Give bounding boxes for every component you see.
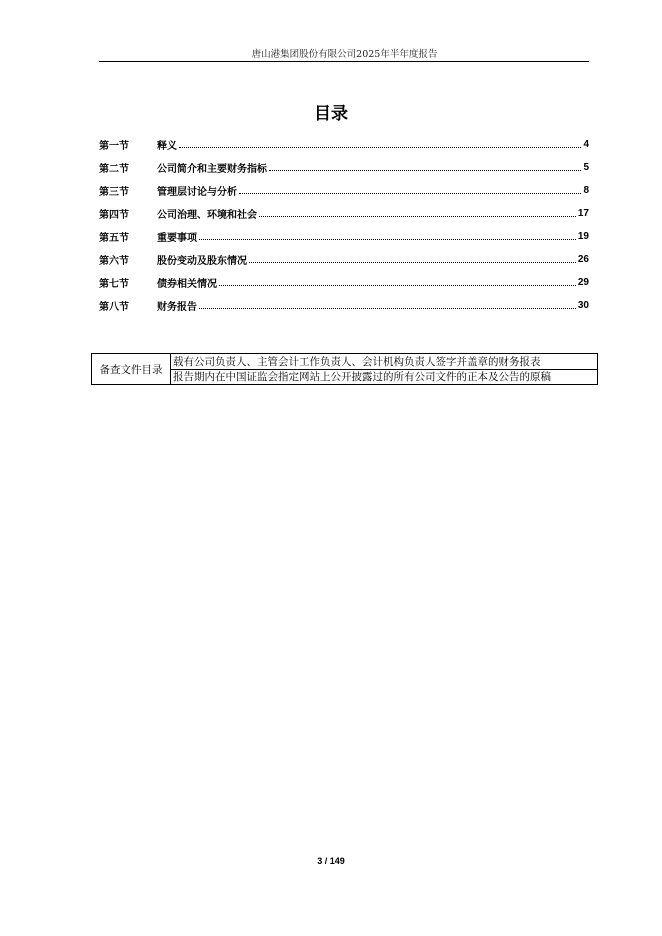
toc-page-number: 8 <box>583 185 589 196</box>
toc-section-title: 重要事项 <box>157 233 197 244</box>
toc-leader-dots <box>199 239 576 240</box>
toc-leader-dots <box>179 147 581 148</box>
toc-leader-dots <box>199 308 576 309</box>
toc-section-number: 第一节 <box>99 141 129 152</box>
toc-entry[interactable] <box>99 133 589 156</box>
toc-title: 目录 <box>314 104 348 124</box>
toc-page-number: 19 <box>577 231 589 242</box>
toc-entry[interactable] <box>99 248 589 271</box>
toc-page-number: 30 <box>577 300 589 311</box>
toc-leader-dots <box>249 262 576 263</box>
toc-page-number: 26 <box>577 254 589 265</box>
toc-entry[interactable] <box>99 271 589 294</box>
reference-documents-table <box>91 353 598 385</box>
toc-page-number: 17 <box>577 208 589 219</box>
toc-section-number: 第五节 <box>99 233 129 244</box>
toc-entry[interactable] <box>99 294 589 317</box>
toc-section-number: 第四节 <box>99 210 129 221</box>
toc-section-number: 第六节 <box>99 256 129 267</box>
toc-leader-dots <box>269 170 581 171</box>
reference-document-item: 报告期内在中国证监会指定网站上公开披露过的所有公司文件的正本及公告的原稿 <box>171 369 597 385</box>
toc-entry[interactable] <box>99 156 589 179</box>
page-number-indicator: 3 / 149 <box>317 856 345 866</box>
reference-documents-label: 备查文件目录 <box>92 354 171 384</box>
toc-section-title: 管理层讨论与分析 <box>157 187 237 198</box>
header-divider <box>99 61 589 62</box>
report-header-title: 唐山港集团股份有限公司2025年半年度报告 <box>251 49 438 60</box>
toc-section-title: 释义 <box>157 141 177 152</box>
toc-section-number: 第七节 <box>99 279 129 290</box>
toc-entry[interactable] <box>99 202 589 225</box>
toc-leader-dots <box>239 193 581 194</box>
reference-documents-list <box>171 354 597 384</box>
toc-leader-dots <box>259 216 576 217</box>
toc-page-number: 5 <box>583 162 589 173</box>
toc-section-title: 公司简介和主要财务指标 <box>157 164 267 175</box>
toc-page-number: 29 <box>577 277 589 288</box>
toc-leader-dots <box>219 285 576 286</box>
table-of-contents <box>99 133 589 317</box>
toc-section-title: 债券相关情况 <box>157 279 217 290</box>
reference-document-item: 载有公司负责人、主管会计工作负责人、会计机构负责人签字并盖章的财务报表 <box>173 355 541 368</box>
toc-section-number: 第八节 <box>99 302 129 313</box>
toc-entry[interactable] <box>99 225 589 248</box>
toc-entry[interactable] <box>99 179 589 202</box>
toc-section-title: 财务报告 <box>157 302 197 313</box>
toc-page-number: 4 <box>583 139 589 150</box>
toc-section-title: 股份变动及股东情况 <box>157 256 247 267</box>
toc-section-title: 公司治理、环境和社会 <box>157 210 257 221</box>
toc-section-number: 第三节 <box>99 187 129 198</box>
toc-section-number: 第二节 <box>99 164 129 175</box>
